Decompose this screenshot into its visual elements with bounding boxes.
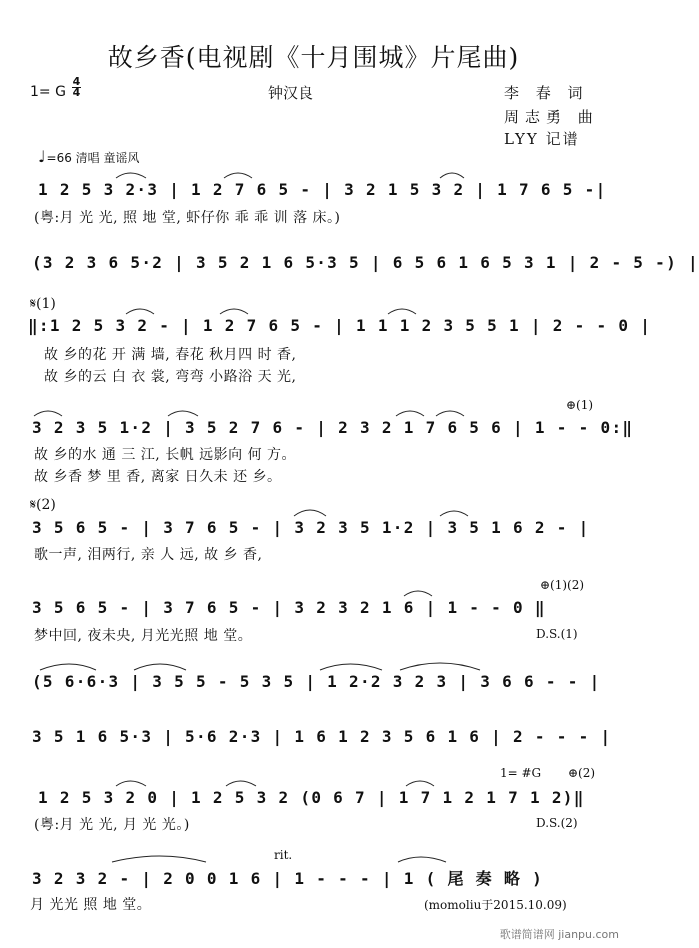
key-change-mark: 1= #G bbox=[500, 766, 542, 780]
slur-arc bbox=[116, 781, 146, 786]
score-row-10-lyrics: 月 光光 照 地 堂。 bbox=[30, 897, 152, 913]
slur-arc bbox=[440, 511, 468, 516]
score-row-7-notes: (5 6·6·3 | 3 5 5 - 5 3 5 | 1 2·2 3 2 3 | 3 6 6 - - | bbox=[32, 672, 601, 691]
tempo-text: =66 清唱 童谣风 bbox=[46, 151, 140, 165]
score-row-1-notes: 1 2 5 3 2·3 | 1 2 7 6 5 - | 3 2 1 5 3 2 | 1 7 6 5 -| bbox=[38, 180, 607, 199]
watermark: 歌谱简谱网 jianpu.com bbox=[499, 928, 619, 941]
score-row-8-notes: 3 5 1 6 5·3 | 5·6 2·3 | 1 6 1 2 3 5 6 1 6 | 2 - - - | bbox=[32, 727, 612, 746]
score-row-5-lyrics: 歌一声, 泪两行, 亲 人 远, 故 乡 香, bbox=[34, 547, 263, 563]
coda-1-2-sign: ⊕(1)(2) bbox=[540, 578, 585, 592]
score-row-3-lyrics-verse2: 故 乡的云 白 衣 裳, 弯弯 小路浴 天 光, bbox=[44, 369, 297, 385]
tempo-marking bbox=[38, 147, 140, 166]
coda-2-sign: ⊕(2) bbox=[568, 766, 596, 780]
slur-arc bbox=[396, 411, 424, 416]
slur-arc bbox=[224, 173, 252, 178]
score-row-9-notes: 1 2 5 3 2 0 | 1 2 5 3 2 (0 6 7 | 1 7 1 2 1 7 1 2)‖ bbox=[38, 788, 585, 807]
score-row-9-lyrics: (粤:月 光 光, 月 光 光。) bbox=[34, 817, 190, 833]
score-row-4-lyrics-verse1: 故 乡的水 通 三 江, 长帆 远影向 何 方。 bbox=[34, 447, 297, 463]
coda-1-sign: ⊕(1) bbox=[566, 398, 594, 412]
slur-arc bbox=[226, 781, 256, 786]
time-signature-top: 4 bbox=[72, 75, 81, 88]
singer: 钟汉良 bbox=[268, 84, 314, 102]
slur-arc bbox=[388, 309, 416, 314]
lyricist-credit: 李 春 词 bbox=[504, 84, 589, 102]
score-row-3-notes: ‖:1 2 5 3 2 - | 1 2 7 6 5 - | 1 1 1 2 3 5 5 1 | 2 - - 0 | bbox=[28, 316, 652, 335]
slur-arc bbox=[34, 411, 62, 416]
slur-arc bbox=[112, 856, 206, 862]
slur-arc bbox=[168, 411, 198, 416]
time-signature-bottom: 4 bbox=[72, 86, 81, 99]
score-row-1-lyrics: (粤:月 光 光, 照 地 堂, 虾仔你 乖 乖 训 落 床。) bbox=[34, 210, 341, 226]
score-row-5-notes: 3 5 6 5 - | 3 7 6 5 - | 3 2 3 5 1·2 | 3 5 1 6 2 - | bbox=[32, 518, 590, 537]
slur-arc bbox=[220, 309, 248, 314]
transcription-date: (momoliu于2015.10.09) bbox=[424, 898, 567, 912]
slur-arc bbox=[406, 781, 434, 786]
slur-arc bbox=[126, 309, 154, 314]
score-row-4-lyrics-verse2: 故 乡香 梦 里 香, 离家 日久未 还 乡。 bbox=[34, 469, 282, 485]
slur-arc bbox=[40, 664, 96, 670]
segno-2-sign: 𝄋(2) bbox=[30, 497, 56, 513]
slur-arc bbox=[400, 663, 480, 670]
score-row-6-notes: 3 5 6 5 - | 3 7 6 5 - | 3 2 3 2 1 6 | 1 - - 0 ‖ bbox=[32, 598, 546, 617]
slur-arc bbox=[320, 664, 382, 670]
slur-arc bbox=[440, 173, 464, 178]
transcriber-credit: LYY 记谱 bbox=[504, 130, 580, 148]
score-row-4-notes: 3 2 3 5 1·2 | 3 5 2 7 6 - | 2 3 2 1 7 6 5 6 | 1 - - 0:‖ bbox=[32, 418, 634, 437]
composer-credit: 周志勇 曲 bbox=[504, 108, 599, 126]
ds-2-mark: D.S.(2) bbox=[536, 816, 578, 830]
ds-1-mark: D.S.(1) bbox=[536, 627, 578, 641]
score-row-10-notes: 3 2 3 2 - | 2 0 0 1 6 | 1 - - - | 1 ( 尾 奏 略 ) bbox=[32, 869, 544, 888]
slur-arc bbox=[398, 857, 446, 862]
ritardando-mark: rit. bbox=[274, 848, 293, 862]
slur-arc bbox=[404, 591, 432, 596]
score-row-6-lyrics: 梦中回, 夜未央, 月光光照 地 堂。 bbox=[34, 628, 253, 644]
score-row-2-notes: (3 2 3 6 5·2 | 3 5 2 1 6 5·3 5 | 6 5 6 1 6 5 3 1 | 2 - 5 -) | bbox=[32, 253, 699, 272]
slur-arc bbox=[294, 510, 326, 516]
slur-arc bbox=[134, 664, 186, 670]
segno-1-sign: 𝄋(1) bbox=[30, 296, 56, 312]
key-signature: 1= G bbox=[30, 84, 66, 100]
time-signature bbox=[72, 77, 81, 98]
slur-arc bbox=[436, 411, 464, 416]
song-title: 故乡香(电视剧《十月围城》片尾曲) bbox=[107, 43, 520, 72]
slur-arc bbox=[116, 173, 146, 178]
score-row-3-lyrics-verse1: 故 乡的花 开 满 墙, 春花 秋月四 时 香, bbox=[44, 347, 297, 363]
quarter-note-icon: ♩ bbox=[38, 147, 46, 166]
